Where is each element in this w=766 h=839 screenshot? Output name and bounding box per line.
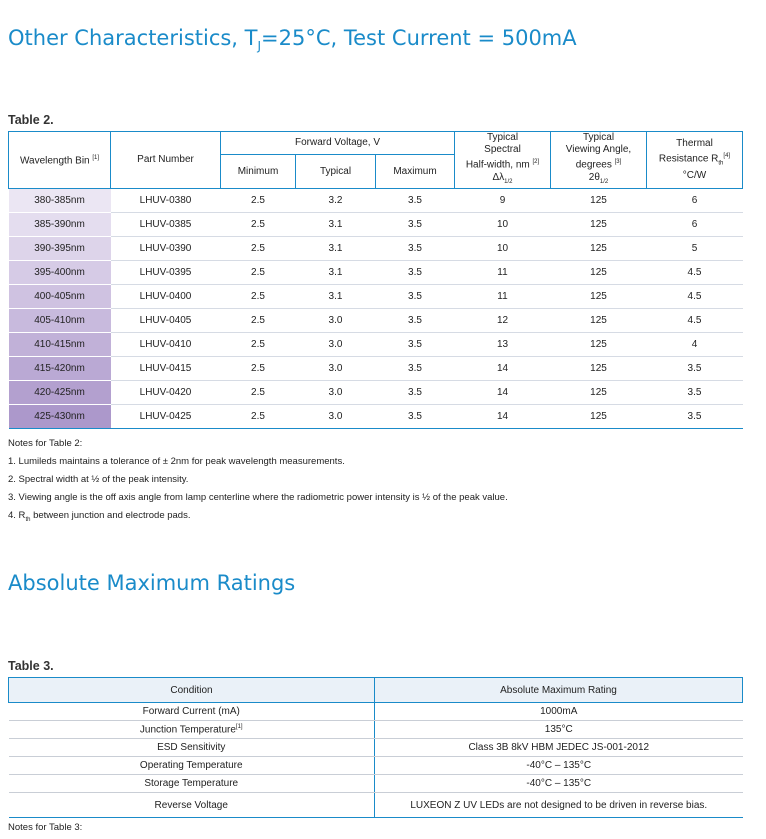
cell-bin: 425-430nm	[9, 405, 111, 429]
table-row	[9, 721, 743, 739]
cell-bin: 380-385nm	[9, 189, 111, 213]
table-row	[9, 757, 743, 775]
cell-rth: 6	[647, 189, 743, 213]
cell-typ: 3.0	[296, 309, 376, 333]
cell-part: LHUV-0380	[111, 189, 221, 213]
cell-part: LHUV-0400	[111, 285, 221, 309]
cell-rating: LUXEON Z UV LEDs are not designed to be driven in reverse bias.	[375, 793, 743, 818]
cell-hw: 12	[455, 309, 551, 333]
table-row	[9, 261, 743, 285]
table-3-notes-title: Notes for Table 3:	[8, 822, 83, 833]
table-row	[9, 703, 743, 721]
cell-bin: 410-415nm	[9, 333, 111, 357]
cell-angle: 125	[551, 405, 647, 429]
cell-min: 2.5	[221, 213, 296, 237]
cell-rating: -40°C – 135°C	[375, 775, 743, 793]
cell-rth: 6	[647, 213, 743, 237]
note-2: 2. Spectral width at ½ of the peak intensity.	[8, 474, 189, 485]
notes-title: Notes for Table 2:	[8, 438, 83, 449]
header-typical: Typical	[296, 155, 376, 189]
cell-condition: ESD Sensitivity	[9, 739, 375, 757]
table-row	[9, 309, 743, 333]
cell-max: 3.5	[376, 285, 455, 309]
cell-max: 3.5	[376, 357, 455, 381]
cell-typ: 3.0	[296, 405, 376, 429]
cell-rating: Class 3B 8kV HBM JEDEC JS-001-2012	[375, 739, 743, 757]
cell-rth: 5	[647, 237, 743, 261]
cell-part: LHUV-0415	[111, 357, 221, 381]
cell-rth: 4.5	[647, 309, 743, 333]
header-minimum: Minimum	[221, 155, 296, 189]
cell-part: LHUV-0405	[111, 309, 221, 333]
table-3-label: Table 3.	[8, 659, 54, 673]
cell-bin: 415-420nm	[9, 357, 111, 381]
cell-bin: 420-425nm	[9, 381, 111, 405]
cell-bin: 395-400nm	[9, 261, 111, 285]
cell-min: 2.5	[221, 285, 296, 309]
cell-angle: 125	[551, 189, 647, 213]
cell-part: LHUV-0425	[111, 405, 221, 429]
cell-angle: 125	[551, 357, 647, 381]
cell-max: 3.5	[376, 261, 455, 285]
header-absolute-maximum-rating: Absolute Maximum Rating	[375, 678, 743, 703]
header-viewing-angle: Typical Viewing Angle, degrees [3] $2\theta_{1/2}$	[551, 132, 647, 189]
cell-rating: -40°C – 135°C	[375, 757, 743, 775]
cell-part: LHUV-0390	[111, 237, 221, 261]
table-row	[9, 357, 743, 381]
cell-part: LHUV-0385	[111, 213, 221, 237]
cell-hw: 14	[455, 405, 551, 429]
cell-min: 2.5	[221, 405, 296, 429]
cell-max: 3.5	[376, 189, 455, 213]
cell-rating: 1000mA	[375, 703, 743, 721]
table-2-label: Table 2.	[8, 113, 54, 127]
cell-bin: 385-390nm	[9, 213, 111, 237]
cell-hw: 10	[455, 237, 551, 261]
table-row	[9, 333, 743, 357]
cell-rth: 4.5	[647, 261, 743, 285]
table-row	[9, 237, 743, 261]
cell-min: 2.5	[221, 309, 296, 333]
table-row	[9, 189, 743, 213]
absolute-maximum-ratings-table	[8, 677, 743, 818]
cell-min: 2.5	[221, 261, 296, 285]
cell-typ: 3.1	[296, 237, 376, 261]
table-row	[9, 793, 743, 818]
cell-min: 2.5	[221, 381, 296, 405]
header-forward-voltage: Forward Voltage, V	[221, 132, 455, 155]
cell-condition: Reverse Voltage	[9, 793, 375, 818]
cell-bin: 390-395nm	[9, 237, 111, 261]
cell-angle: 125	[551, 309, 647, 333]
note-4: 4. $R_{th}$ between junction and electrode pads.	[8, 510, 191, 523]
section-title-other-characteristics: Other Characteristics, $T_J=25^\circ C$, Test Current = 500mA	[8, 26, 577, 54]
cell-min: 2.5	[221, 189, 296, 213]
cell-angle: 125	[551, 285, 647, 309]
cell-max: 3.5	[376, 405, 455, 429]
cell-typ: 3.0	[296, 333, 376, 357]
table-2-notes	[8, 435, 508, 529]
cell-hw: 9	[455, 189, 551, 213]
cell-min: 2.5	[221, 333, 296, 357]
cell-condition: Storage Temperature	[9, 775, 375, 793]
cell-condition: Junction Temperature[1]	[9, 721, 375, 739]
cell-typ: 3.0	[296, 357, 376, 381]
cell-rating: 135°C	[375, 721, 743, 739]
cell-rth: 3.5	[647, 381, 743, 405]
cell-typ: 3.1	[296, 261, 376, 285]
header-maximum: Maximum	[376, 155, 455, 189]
cell-typ: 3.1	[296, 213, 376, 237]
cell-hw: 14	[455, 357, 551, 381]
header-thermal-resistance: Thermal Resistance $R_{th}[4]$ °C/W	[647, 132, 743, 189]
header-spectral-half-width: Typical Spectral Half-width, nm [2] $\Delta\lambda_{1/2}$	[455, 132, 551, 189]
cell-rth: 4.5	[647, 285, 743, 309]
cell-hw: 11	[455, 285, 551, 309]
cell-typ: 3.2	[296, 189, 376, 213]
header-wavelength-bin: Wavelength Bin [1]	[9, 132, 111, 189]
note-1: 1. Lumileds maintains a tolerance of ± 2nm for peak wavelength measurements.	[8, 456, 345, 467]
cell-angle: 125	[551, 333, 647, 357]
cell-max: 3.5	[376, 213, 455, 237]
cell-max: 3.5	[376, 333, 455, 357]
cell-part: LHUV-0395	[111, 261, 221, 285]
cell-part: LHUV-0420	[111, 381, 221, 405]
cell-part: LHUV-0410	[111, 333, 221, 357]
cell-hw: 10	[455, 213, 551, 237]
header-part-number: Part Number	[111, 132, 221, 189]
cell-angle: 125	[551, 381, 647, 405]
section-title-absolute-maximum-ratings: Absolute Maximum Ratings	[8, 571, 296, 595]
cell-bin: 405-410nm	[9, 309, 111, 333]
cell-typ: 3.0	[296, 381, 376, 405]
cell-min: 2.5	[221, 357, 296, 381]
table-row	[9, 739, 743, 757]
cell-max: 3.5	[376, 381, 455, 405]
table-row	[9, 285, 743, 309]
cell-rth: 3.5	[647, 357, 743, 381]
note-3: 3. Viewing angle is the off axis angle from lamp centerline where the radiometric power intensity is ½ of the peak value.	[8, 492, 508, 503]
cell-hw: 11	[455, 261, 551, 285]
cell-condition: Operating Temperature	[9, 757, 375, 775]
cell-max: 3.5	[376, 309, 455, 333]
table-row	[9, 381, 743, 405]
table-row	[9, 775, 743, 793]
cell-hw: 13	[455, 333, 551, 357]
cell-min: 2.5	[221, 237, 296, 261]
header-condition: Condition	[9, 678, 375, 703]
cell-max: 3.5	[376, 237, 455, 261]
characteristics-table	[8, 131, 743, 429]
cell-angle: 125	[551, 213, 647, 237]
cell-hw: 14	[455, 381, 551, 405]
cell-rth: 3.5	[647, 405, 743, 429]
cell-bin: 400-405nm	[9, 285, 111, 309]
cell-angle: 125	[551, 261, 647, 285]
table-row	[9, 405, 743, 429]
cell-rth: 4	[647, 333, 743, 357]
cell-condition: Forward Current (mA)	[9, 703, 375, 721]
cell-typ: 3.1	[296, 285, 376, 309]
cell-angle: 125	[551, 237, 647, 261]
table-row	[9, 213, 743, 237]
